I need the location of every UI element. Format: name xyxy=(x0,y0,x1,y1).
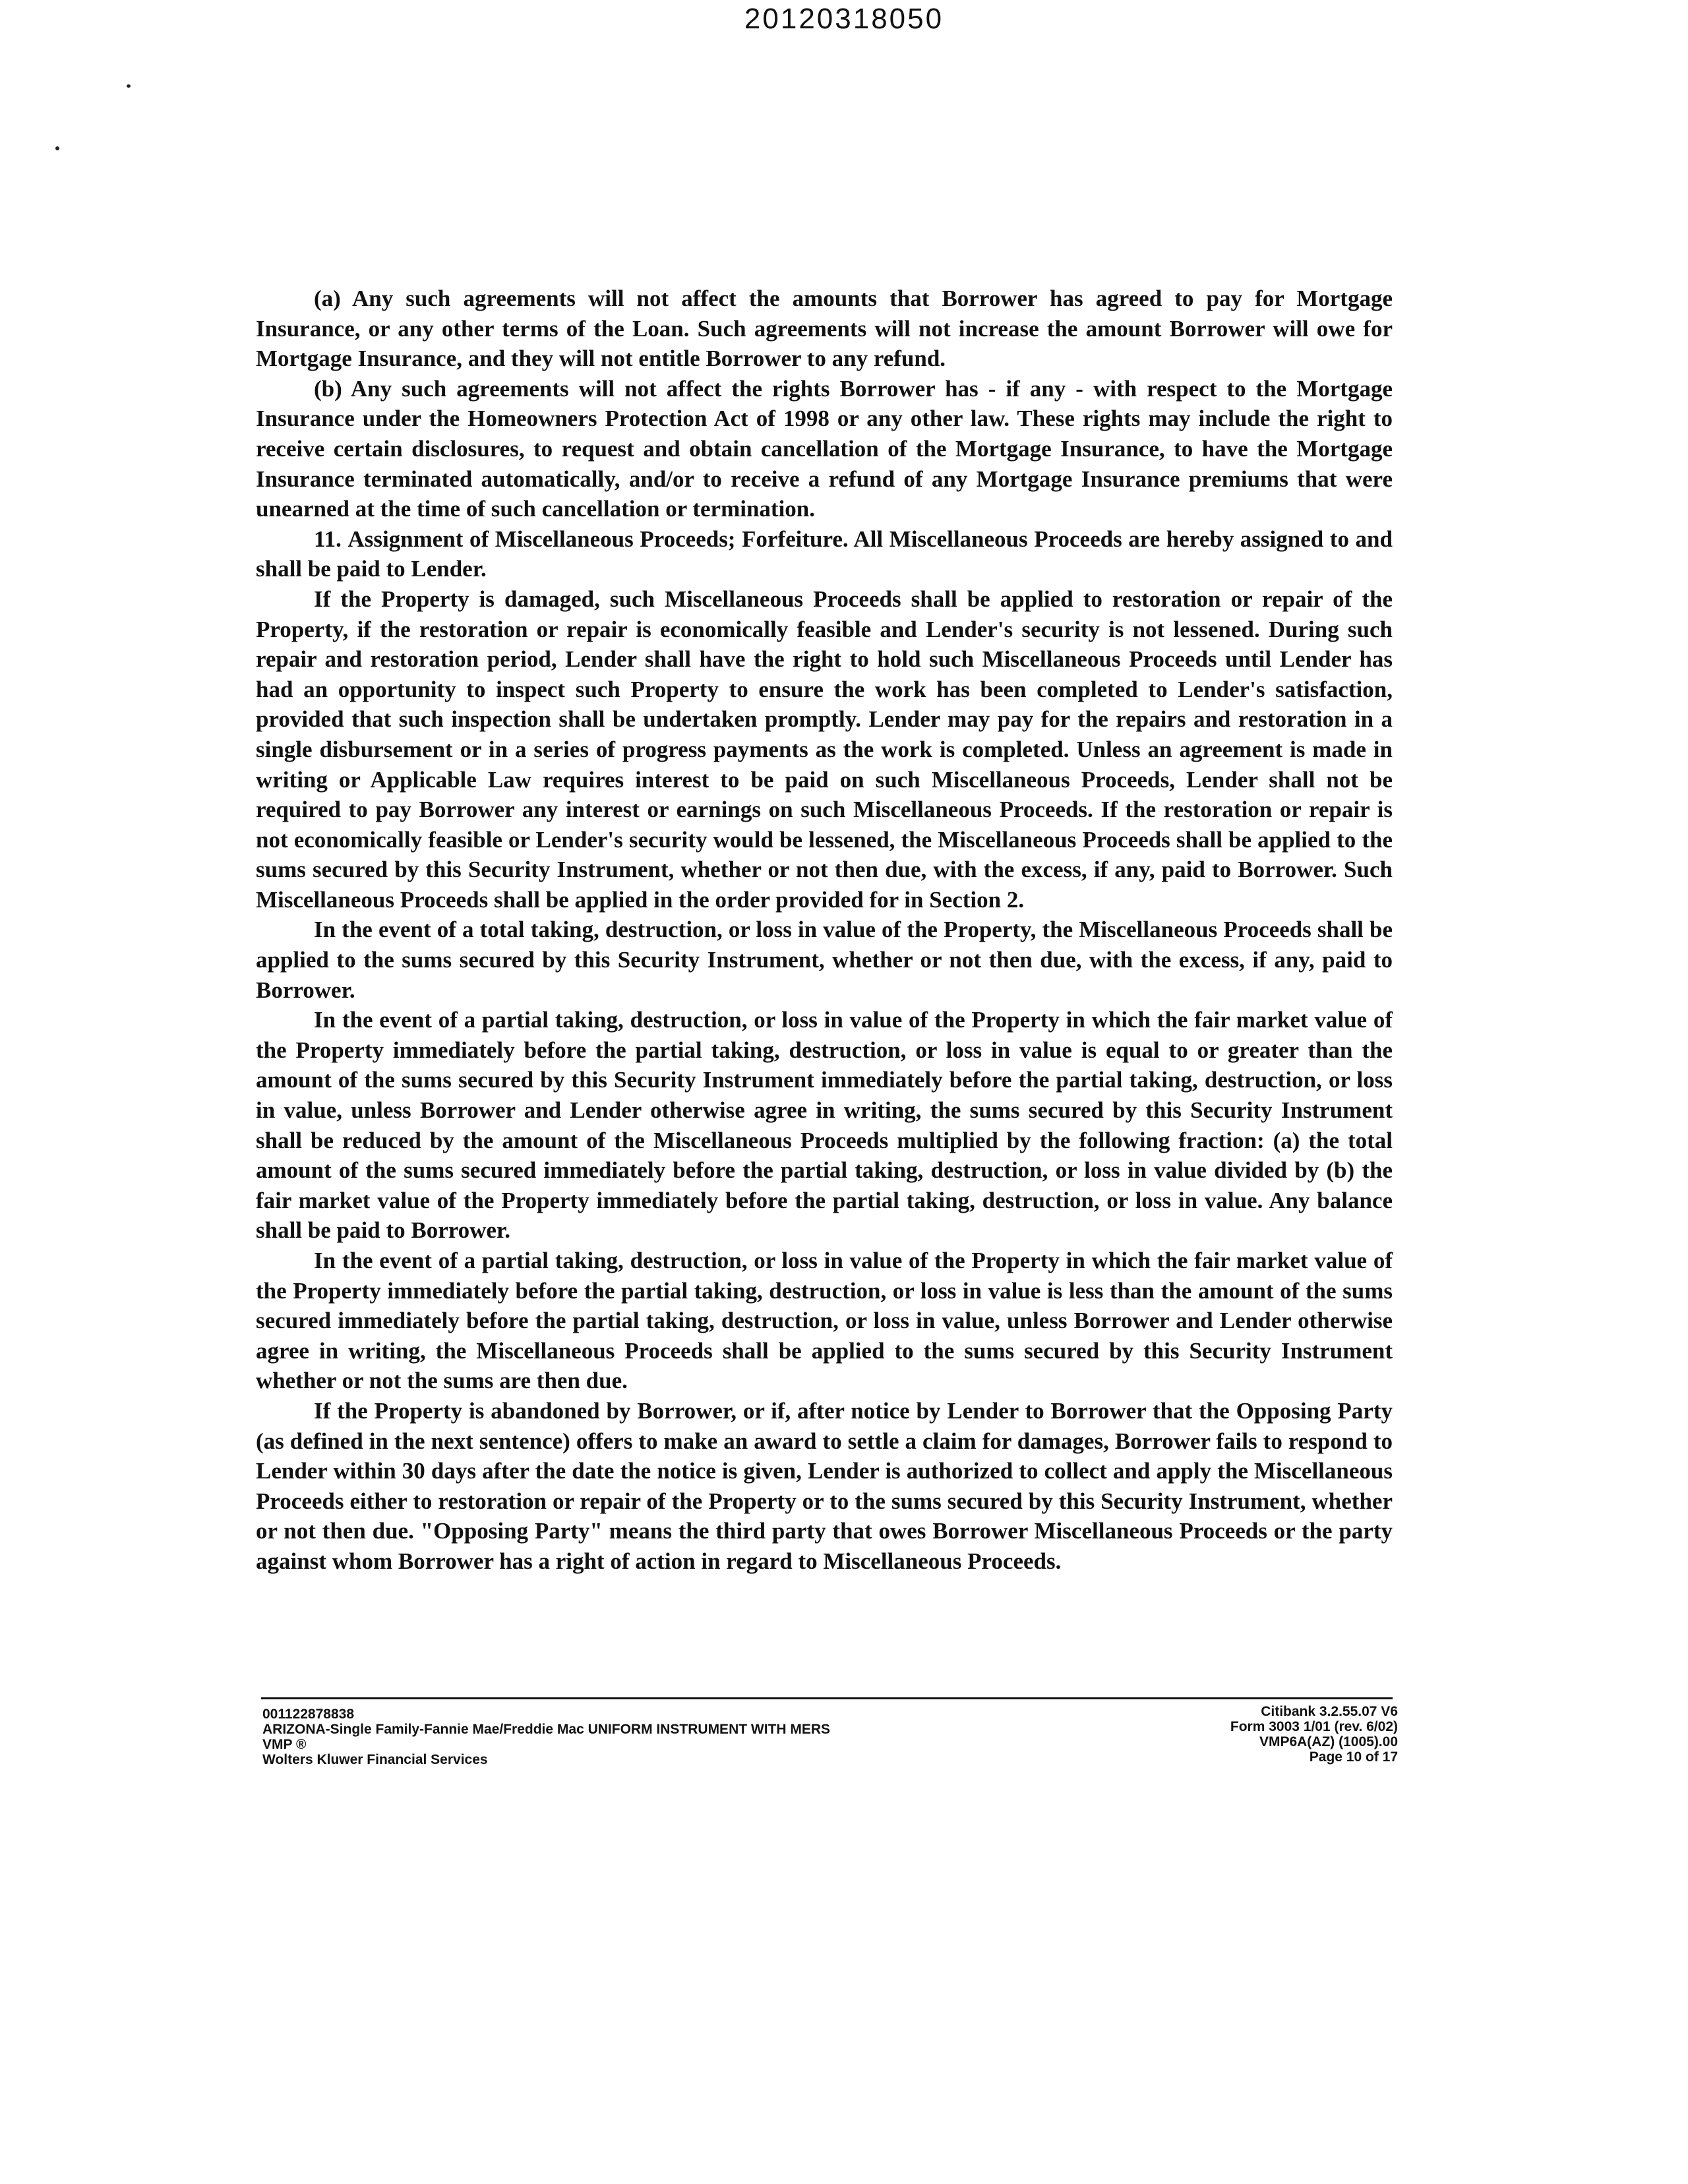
vmp-code: VMP6A(AZ) (1005).00 xyxy=(1259,1734,1398,1749)
loan-number: 001122878838 xyxy=(262,1707,354,1722)
paragraph-abandoned: If the Property is abandoned by Borrower, or if, after notice by Lender to Borrower that the Opposing Party (as defined in the next sentence) offers to make an award to settle a claim for damages, Borrower fails to respond to Lender within 30 days after the date the notice is given, Lender is authorized to collect and apply the Miscellaneous Proceeds either to restoration or repair of the Property or to the sums secured by this Security Instrument, whether or not then due. "Opposing Party" means the third party that owes Borrower Miscellaneous Proceeds or the party against whom Borrower has a right of action in regard to Miscellaneous Proceeds. xyxy=(256,1397,1393,1574)
paragraph-a: (a) Any such agreements will not affect the amounts that Borrower has agreed to pay for Mortgage Insurance, or any other terms of the Loan. Such agreements will not increase the amount Borrower will owe for Mortgage Insurance, and they will not entitle Borrower to any refund. xyxy=(256,286,1393,372)
document-body xyxy=(256,284,1393,1577)
section-text: All Miscellaneous Proceeds are hereby assigned to and shall be paid to Lender. xyxy=(256,526,1393,582)
section-title: Assignment of Miscellaneous Proceeds; Forfeiture. xyxy=(347,526,849,552)
footer-left xyxy=(262,1707,988,1767)
document-number: 20120318050 xyxy=(744,3,944,35)
footer-right xyxy=(1002,1704,1398,1765)
page-indicator: Page 10 of 17 xyxy=(1309,1749,1398,1765)
paragraph-b: (b) Any such agreements will not affect the rights Borrower has - if any - with respect to the Mortgage Insurance under the Homeowners Protection Act of 1998 or any other law. These rights may include the right to receive certain disclosures, to request and obtain cancellation of the Mortgage Insurance, to have the Mortgage Insurance terminated automatically, and/or to receive a refund of any Mortgage Insurance premiums that were unearned at the time of such cancellation or termination. xyxy=(256,375,1393,522)
version-label: Citibank 3.2.55.07 V6 xyxy=(1261,1704,1398,1719)
section-11-paragraph xyxy=(256,524,1393,584)
scan-speck xyxy=(127,84,131,88)
footer-divider xyxy=(261,1697,1393,1699)
section-number: 11. xyxy=(314,526,342,552)
paragraph-total-taking: In the event of a total taking, destruction, or loss in value of the Property, the Miscellaneous Proceeds shall be applied to the sums secured by this Security Instrument, whether or not then due, with the excess, if any, paid to Borrower. xyxy=(256,917,1393,1003)
scan-speck xyxy=(55,146,59,150)
vmp-mark: VMP ® xyxy=(262,1737,307,1752)
form-title: ARIZONA-Single Family-Fannie Mae/Freddie Mac UNIFORM INSTRUMENT WITH MERS xyxy=(262,1722,831,1737)
paragraph-property-damaged: If the Property is damaged, such Miscellaneous Proceeds shall be applied to restoration or repair of the Property, if the restoration or repair is economically feasible and Lender's security is not lessened. During such repair and restoration period, Lender shall have the right to hold such Miscellaneous Proceeds until Lender has had an opportunity to inspect such Property to ensure the work has been completed to Lender's satisfaction, provided that such inspection shall be undertaken promptly. Lender may pay for the repairs and restoration in a single disbursement or in a series of progress payments as the work is completed. Unless an agreement is made in writing or Applicable Law requires interest to be paid on such Miscellaneous Proceeds, Lender shall not be required to pay Borrower any interest or earnings on such Miscellaneous Proceeds. If the restoration or repair is not economically feasible or Lender's security would be lessened, the Miscellaneous Proceeds shall be applied to the sums secured by this Security Instrument, whether or not then due, with the excess, if any, paid to Borrower. Such Miscellaneous Proceeds shall be applied in the order provided for in Section 2. xyxy=(256,586,1393,913)
paragraph-partial-taking-equal: In the event of a partial taking, destruction, or loss in value of the Property in which the fair market value of the Property immediately before the partial taking, destruction, or loss in value is equal to or greater than the amount of the sums secured by this Security Instrument immediately before the partial taking, destruction, or loss in value, unless Borrower and Lender otherwise agree in writing, the sums secured by this Security Instrument shall be reduced by the amount of the Miscellaneous Proceeds multiplied by the following fraction: (a) the total amount of the sums secured immediately before the partial taking, destruction, or loss in value divided by (b) the fair market value of the Property immediately before the partial taking, destruction, or loss in value. Any balance shall be paid to Borrower. xyxy=(256,1007,1393,1244)
paragraph-partial-taking-less: In the event of a partial taking, destruction, or loss in value of the Property in which the fair market value of the Property immediately before the partial taking, destruction, or loss in value is less than the amount of the sums secured immediately before the partial taking, destruction, or loss in value, unless Borrower and Lender otherwise agree in writing, the Miscellaneous Proceeds shall be applied to the sums secured by this Security Instrument whether or not the sums are then due. xyxy=(256,1248,1393,1394)
publisher: Wolters Kluwer Financial Services xyxy=(262,1752,488,1767)
form-number: Form 3003 1/01 (rev. 6/02) xyxy=(1230,1719,1398,1734)
